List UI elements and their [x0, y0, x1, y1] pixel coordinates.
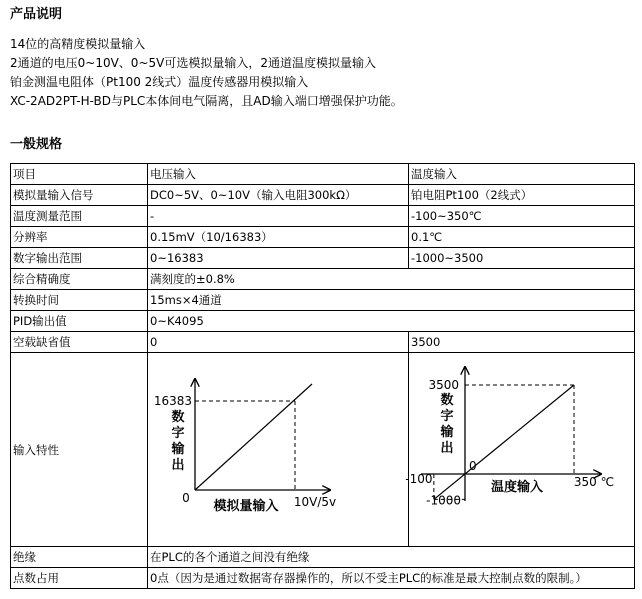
row-label: 空载缺省值	[11, 332, 148, 353]
spec-table	[10, 163, 635, 589]
table-row	[11, 568, 635, 589]
merged-cell: 在PLC的各个通道之间没有绝缘	[148, 547, 635, 568]
temperature-characteristic-chart	[405, 353, 635, 546]
description-line-4: XC-2AD2PT-H-BD与PLC本体间电气隔离，且AD输入端口增强保护功能。	[10, 94, 403, 108]
x-axis-label: 模拟量输入	[213, 499, 279, 514]
table-row	[11, 547, 635, 568]
header-voltage: 电压输入	[148, 164, 409, 185]
temperature-cell: -100~350℃	[409, 206, 635, 227]
voltage-cell: 0.15mV（10/16383）	[148, 227, 409, 248]
table-row	[11, 227, 635, 248]
y-axis-label-char: 输	[171, 442, 185, 457]
temperature-chart-cell	[405, 353, 635, 547]
origin-label: 0	[182, 491, 190, 505]
voltage-characteristic-chart	[148, 353, 409, 546]
row-label: 输入特性	[11, 353, 148, 547]
y-axis-label-char: 出	[440, 441, 454, 456]
table-header-row	[11, 164, 635, 185]
x-axis-label: 温度输入	[490, 480, 544, 495]
voltage-cell: DC0~5V、0~10V（输入电阻300kΩ）	[148, 185, 409, 206]
y-axis-label-char: 数	[440, 393, 454, 408]
section1-title: 产品说明	[10, 7, 63, 22]
y-tick-label: 3500	[428, 378, 459, 392]
voltage-cell: -	[148, 206, 409, 227]
origin-label: 0	[469, 459, 477, 473]
row-label: 转换时间	[11, 290, 148, 311]
voltage-chart-cell	[148, 353, 409, 547]
row-label: 温度测量范围	[11, 206, 148, 227]
temperature-cell: 3500	[409, 332, 635, 353]
y-axis-label-char: 字	[171, 426, 185, 441]
table-row	[11, 269, 635, 290]
temperature-cell: -1000~3500	[409, 248, 635, 269]
x-tick-label: 10V/5v	[293, 495, 337, 509]
description-line-2: 2通道的电压0~10V、0~5V可选模拟量输入，2通道温度模拟量输入	[10, 56, 376, 70]
table-row	[11, 290, 635, 311]
table-row-characteristic	[11, 353, 635, 547]
row-label: 点数占用	[11, 568, 148, 589]
table-row	[11, 206, 635, 227]
temperature-cell: 铂电阻Pt100（2线式）	[409, 185, 635, 206]
description-line-1: 14位的高精度模拟量输入	[10, 37, 146, 51]
row-label: 综合精确度	[11, 269, 148, 290]
table-row	[11, 332, 635, 353]
row-label: 数字输出范围	[11, 248, 148, 269]
series-line	[195, 384, 312, 490]
y-axis-label-char: 输	[440, 425, 454, 440]
table-row	[11, 185, 635, 206]
merged-cell: 0~K4095	[148, 311, 635, 332]
y-tick-label: -1000	[426, 493, 461, 508]
merged-cell: 15ms×4通道	[148, 290, 635, 311]
voltage-cell: 0~16383	[148, 248, 409, 269]
row-label: 分辨率	[11, 227, 148, 248]
temperature-cell: 0.1℃	[409, 227, 635, 248]
header-temperature: 温度输入	[409, 164, 635, 185]
table-row	[11, 248, 635, 269]
y-axis-label-char: 出	[171, 458, 185, 473]
y-axis-label-char: 数	[171, 410, 185, 425]
merged-cell: 0点（因为是通过数据寄存器操作的，所以不受主PLC的标准是最大控制点数的限制。）	[148, 568, 635, 589]
x-tick-label: -100	[405, 472, 433, 486]
table-row	[11, 311, 635, 332]
header-item: 项目	[11, 164, 148, 185]
row-label: PID输出值	[11, 311, 148, 332]
description-line-3: 铂金测温电阻体（Pt100 2线式）温度传感器用模拟输入	[10, 75, 309, 89]
y-axis-label-char: 字	[440, 409, 454, 424]
x-tick-label: 350 ℃	[573, 475, 615, 489]
merged-cell: 满刻度的±0.8%	[148, 269, 635, 290]
voltage-cell: 0	[148, 332, 409, 353]
y-tick-label: 16383	[153, 394, 192, 408]
row-label: 模拟量输入信号	[11, 185, 148, 206]
row-label: 绝缘	[11, 547, 148, 568]
section2-title: 一般规格	[10, 137, 63, 152]
